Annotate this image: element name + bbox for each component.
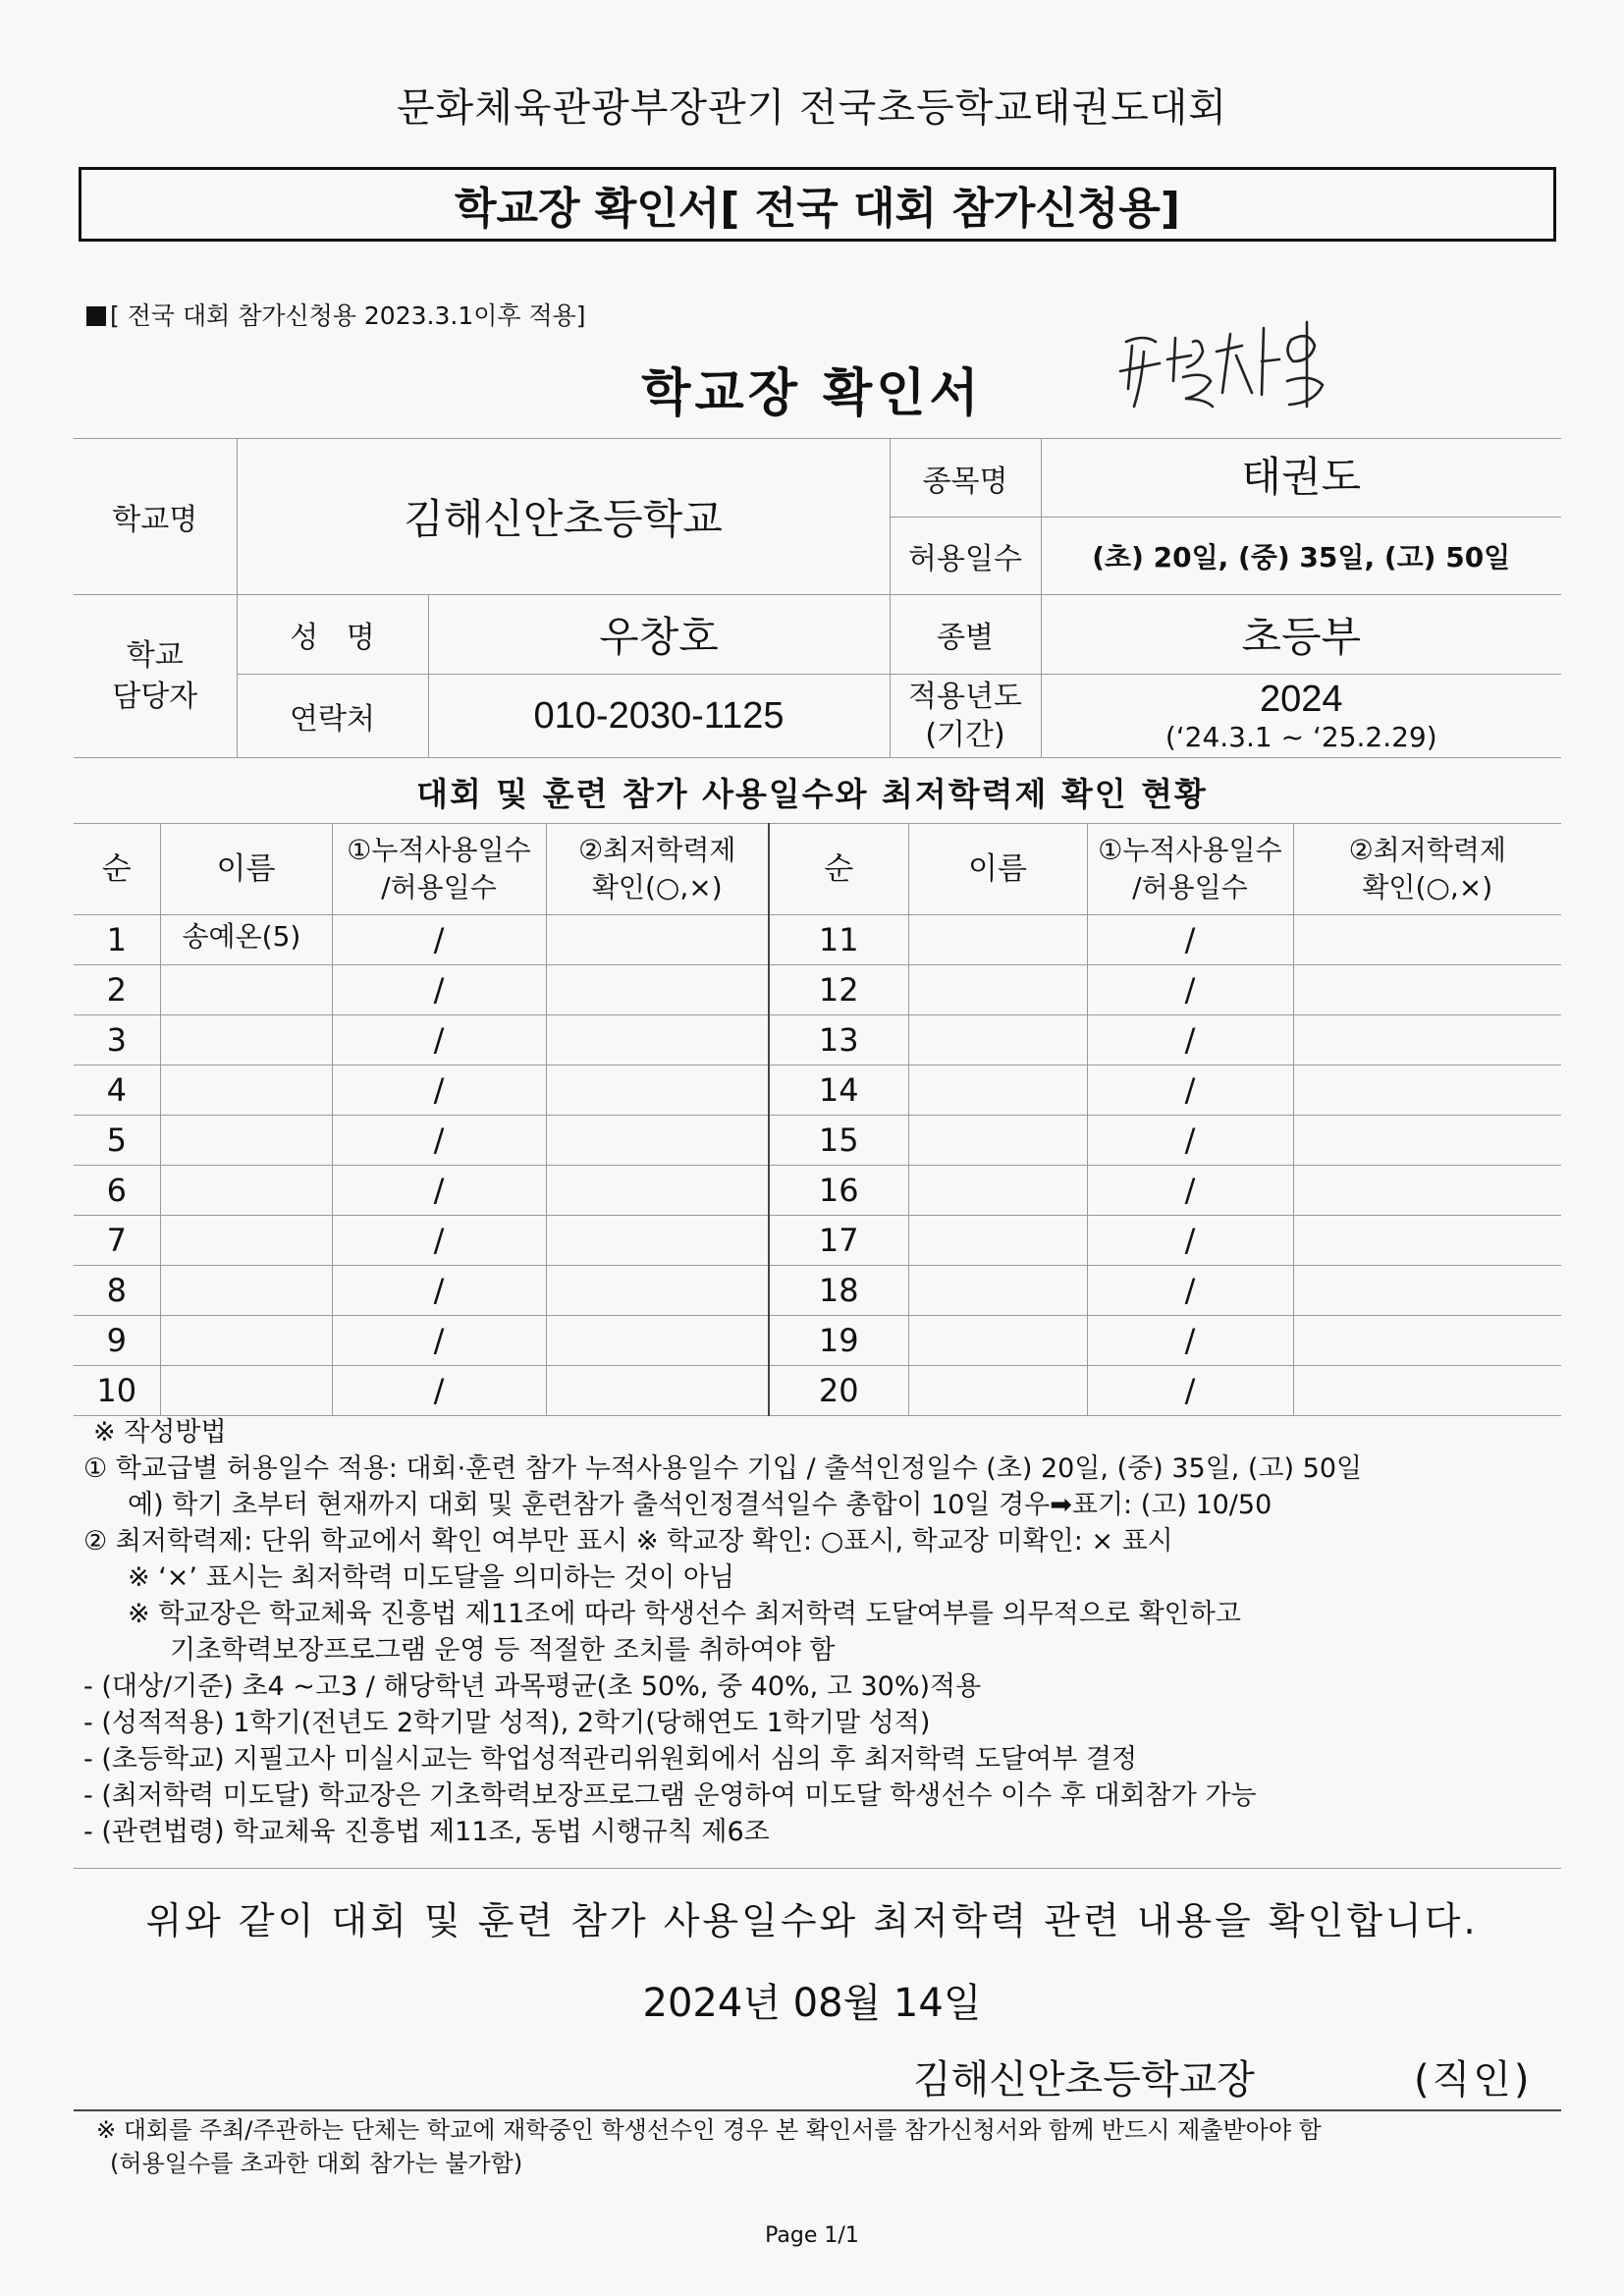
row-days: / [1087,1015,1293,1066]
header-grade-line2: 확인(○,×) [591,871,723,903]
contact-label: 연락처 [237,675,428,758]
row-days: / [1087,1116,1293,1166]
divider [74,2109,1561,2111]
row-grade-check [1293,965,1561,1015]
row-grade-check [546,1316,769,1366]
footnote-line2: (허용일수를 초과한 대회 참가는 불가함) [110,2150,523,2177]
row-name [160,1266,332,1316]
row-grade-check [546,1066,769,1116]
row-no: 10 [74,1366,160,1416]
official-seal-label: (직인) [1414,2057,1533,2103]
apply-note [86,297,586,332]
row-grade-check [546,915,769,965]
row-grade-check [546,1015,769,1066]
detail-not-reached: - (최저학력 미도달) 학교장은 기초학력보장프로그램 운영하여 미도달 학생선수 이수 후 대회참가 가능 [83,1780,1257,1811]
note-min-grade: ② 최저학력제: 단위 학교에서 확인 여부만 표시 ※ 학교장 확인: ○표시, 학교장 미확인: × 표시 [83,1526,1173,1557]
row-grade-check [1293,1216,1561,1266]
row-grade-check [1293,1266,1561,1316]
handwritten-signature [1114,312,1340,420]
header-grade-line1: ②최저학력제 [578,834,736,867]
table-row [74,1266,1561,1316]
row-days: / [332,1066,546,1116]
row-grade-check [1293,1316,1561,1366]
row-name [160,1015,332,1066]
year-cell [1041,675,1561,758]
row-grade-check [546,1166,769,1216]
row-name: 송예온(5) [160,915,332,965]
row-no: 1 [74,915,160,965]
row-days: / [332,1266,546,1316]
name-label: 성 명 [237,595,428,675]
row-name [160,965,332,1015]
row-grade-check [1293,1116,1561,1166]
row-no: 20 [769,1366,908,1416]
row-grade-check [1293,1166,1561,1216]
form-title-box: 학교장 확인서[ 전국 대회 참가신청용] [79,167,1556,242]
row-days: / [1087,1166,1293,1216]
row-name [908,1015,1087,1066]
note-x-meaning: ※ ‘×’ 표시는 최저학력 미도달을 의미하는 것이 아님 [128,1562,735,1593]
info-table [74,438,1561,758]
division-label: 종별 [890,595,1041,675]
notes-heading: ※ 작성방법 [93,1417,227,1448]
header-grade [546,824,769,915]
row-name [160,1366,332,1416]
main-title: 학교장 확인서 [641,364,983,423]
header-name: 이름 [908,824,1087,915]
event-title: 문화체육관광부장관기 전국초등학교태권도대회 [396,85,1228,131]
allowed-days-value: (초) 20일, (중) 35일, (고) 50일 [1041,518,1561,595]
row-name [908,1216,1087,1266]
row-grade-check [1293,1366,1561,1416]
header-days-line1: ①누적사용일수 [1098,834,1282,867]
manager-label-line1: 학교 [126,637,184,673]
row-name [908,1366,1087,1416]
header-no: 순 [769,824,908,915]
row-name [160,1316,332,1366]
table-row [74,1316,1561,1366]
row-days: / [332,1116,546,1166]
note-example: 예) 학기 초부터 현재까지 대회 및 훈련참가 출석인정결석일수 총합이 10일 경우➡표기: (고) 10/50 [128,1490,1272,1520]
header-name: 이름 [160,824,332,915]
row-days: / [1087,915,1293,965]
instructions [83,1414,1566,1850]
page-number: Page 1/1 [765,2223,859,2248]
year-label [890,675,1041,758]
row-days: / [1087,1216,1293,1266]
year-label-line1: 적용년도 [908,680,1022,714]
row-name [160,1216,332,1266]
row-days: / [1087,1266,1293,1316]
row-no: 7 [74,1216,160,1266]
header-grade [1293,824,1561,915]
row-days: / [1087,1066,1293,1116]
row-name [908,1166,1087,1216]
header-days-line1: ①누적사용일수 [347,834,531,867]
section-title: 대회 및 훈련 참가 사용일수와 최저학력제 확인 현황 [416,775,1208,813]
header-days-line2: /허용일수 [1132,871,1248,903]
footnote-line1: ※ 대회를 주최/주관하는 단체는 학교에 재학중인 학생선수인 경우 본 확인서를 참가신청서와 함께 반드시 제출받아야 함 [96,2116,1322,2144]
table-row [74,1015,1561,1066]
row-days: / [332,965,546,1015]
row-days: / [332,1316,546,1366]
row-name [908,1066,1087,1116]
row-no: 4 [74,1066,160,1116]
table-row [74,1166,1561,1216]
header-grade-line1: ②최저학력제 [1348,834,1506,867]
divider [74,1868,1561,1869]
note-allowed-days: ① 학교급별 허용일수 적용: 대회·훈련 참가 누적사용일수 기입 / 출석인정일수 (초) 20일, (중) 35일, (고) 50일 [83,1453,1363,1484]
division-value: 초등부 [1041,595,1561,675]
row-no: 11 [769,915,908,965]
row-grade-check [546,1116,769,1166]
sport-value: 태권도 [1041,439,1561,518]
year-value: 2024 [1259,679,1343,720]
manager-label [74,595,237,758]
allowed-days-label: 허용일수 [890,518,1041,595]
detail-grades: - (성적적용) 1학기(전년도 2학기말 성적), 2학기(당해연도 1학기말 성적) [83,1708,931,1738]
row-name [908,915,1087,965]
row-no: 12 [769,965,908,1015]
row-name [908,965,1087,1015]
row-name [160,1066,332,1116]
row-days: / [332,1166,546,1216]
row-grade-check [1293,1066,1561,1116]
apply-note-text: [ 전국 대회 참가신청용 2023.3.1이후 적용] [110,301,586,330]
row-grade-check [546,1216,769,1266]
detail-elementary: - (초등학교) 지필고사 미실시교는 학업성적관리위원회에서 심의 후 최저학력 도달여부 결정 [83,1744,1138,1775]
row-no: 3 [74,1015,160,1066]
table-row [74,1116,1561,1166]
row-grade-check [1293,915,1561,965]
table-row [74,965,1561,1015]
square-bullet-icon [86,306,106,326]
row-grade-check [1293,1015,1561,1066]
row-no: 16 [769,1166,908,1216]
row-no: 8 [74,1266,160,1316]
footnote [96,2113,1322,2180]
row-name [160,1116,332,1166]
principal-title: 김해신안초등학교장 [913,2057,1255,2103]
row-no: 9 [74,1316,160,1366]
row-grade-check [546,1266,769,1316]
period-value: (‘24.3.1 ~ ‘25.2.29) [1164,721,1437,753]
row-days: / [1087,1366,1293,1416]
table-row [74,1216,1561,1266]
sport-label: 종목명 [890,439,1041,518]
school-label: 학교명 [74,439,237,595]
contact-value: 010-2030-1125 [428,675,890,758]
row-no: 13 [769,1015,908,1066]
row-days: / [332,1216,546,1266]
row-days: / [332,1366,546,1416]
header-days [1087,824,1293,915]
school-value: 김해신안초등학교 [237,439,890,595]
row-no: 15 [769,1116,908,1166]
confirmation-statement: 위와 같이 대회 및 훈련 참가 사용일수와 최저학력 관련 내용을 확인합니다. [145,1899,1479,1942]
detail-target: - (대상/기준) 초4 ~고3 / 해당학년 과목평균(초 50%, 중 40%, 고 30%)적용 [83,1671,982,1702]
manager-label-line2: 담당자 [112,679,198,714]
manager-name-value: 우창호 [428,595,890,675]
table-row [74,1066,1561,1116]
row-name [908,1316,1087,1366]
table-row [74,1366,1561,1416]
note-principal-duty-cont: 기초학력보장프로그램 운영 등 적절한 조치를 취하여야 함 [170,1635,836,1666]
usage-list-table [74,823,1561,1416]
header-days [332,824,546,915]
table-row [74,915,1561,965]
header-days-line2: /허용일수 [381,871,497,903]
row-name [908,1266,1087,1316]
row-no: 6 [74,1166,160,1216]
row-days: / [1087,965,1293,1015]
row-no: 17 [769,1216,908,1266]
row-no: 2 [74,965,160,1015]
row-days: / [332,1015,546,1066]
confirmation-date: 2024년 08월 14일 [642,1981,982,2026]
note-principal-duty: ※ 학교장은 학교체육 진흥법 제11조에 따라 학생선수 최저학력 도달여부를 의무적으로 확인하고 [128,1599,1241,1629]
row-no: 18 [769,1266,908,1316]
row-days: / [1087,1316,1293,1366]
header-no: 순 [74,824,160,915]
detail-law: - (관련법령) 학교체육 진흥법 제11조, 동법 시행규칙 제6조 [83,1817,770,1847]
row-name [908,1116,1087,1166]
row-no: 19 [769,1316,908,1366]
year-label-line2: (기간) [925,718,1005,752]
row-name [160,1166,332,1216]
row-days: / [332,915,546,965]
row-no: 14 [769,1066,908,1116]
row-grade-check [546,965,769,1015]
row-grade-check [546,1366,769,1416]
row-no: 5 [74,1116,160,1166]
header-grade-line2: 확인(○,×) [1362,871,1493,903]
